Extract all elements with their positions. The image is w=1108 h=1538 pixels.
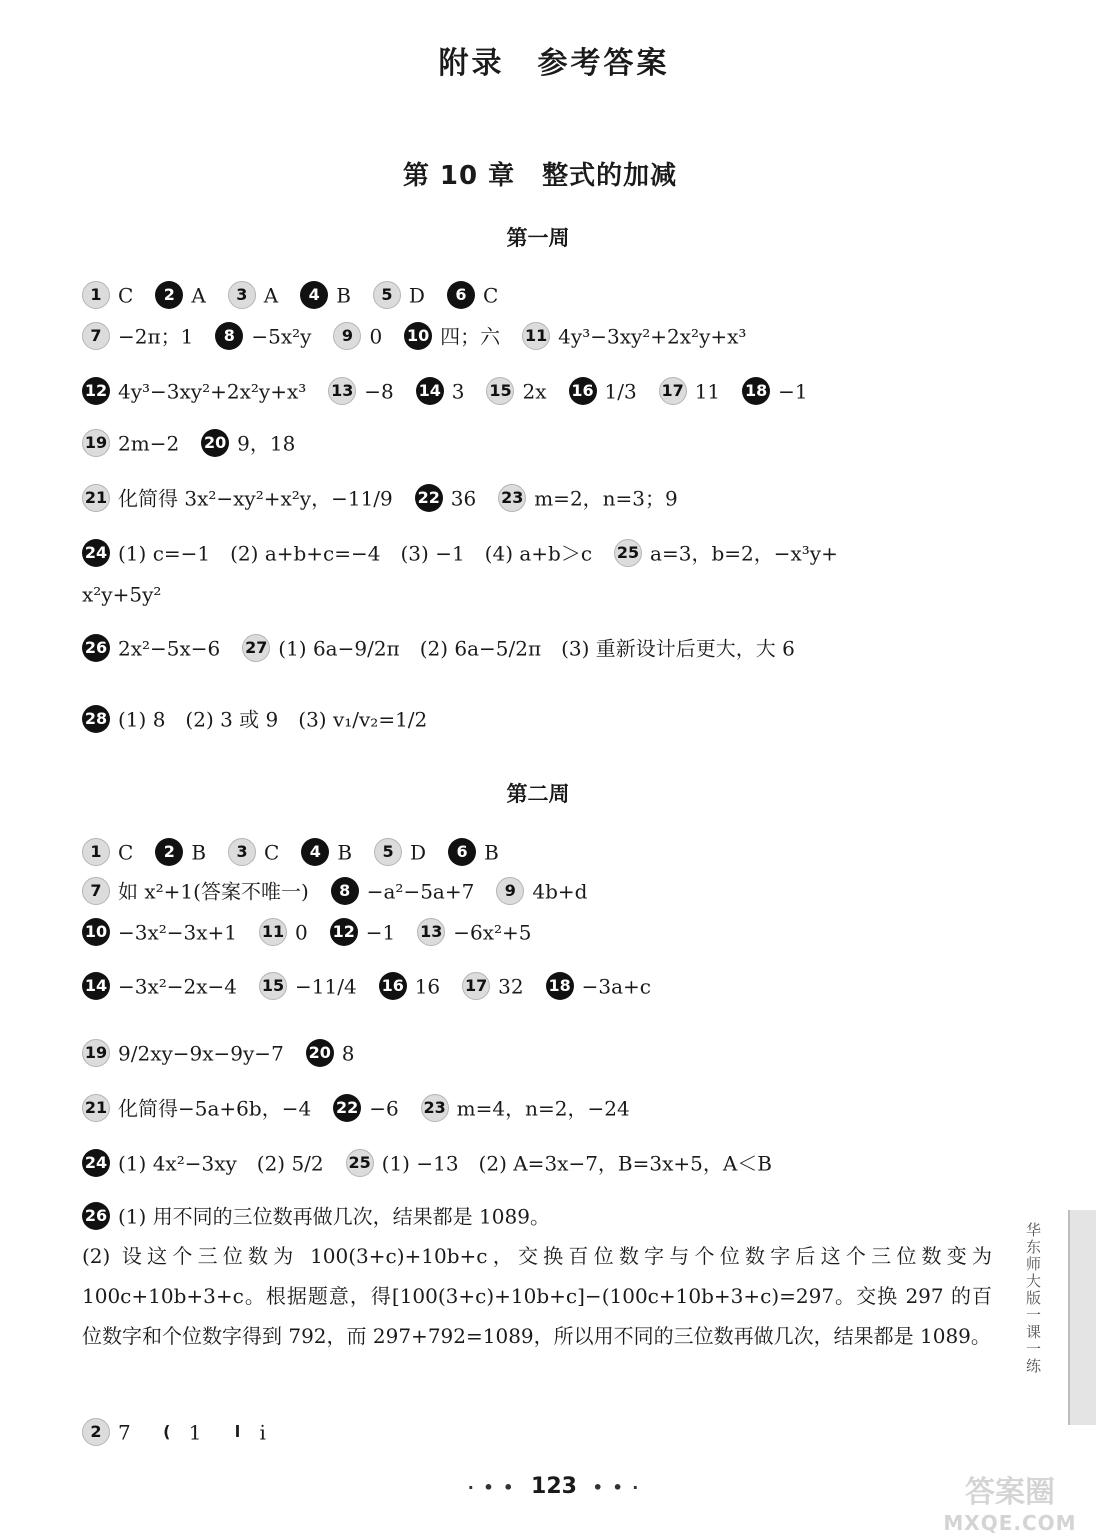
question-number-badge: ( bbox=[163, 1422, 171, 1442]
question-number-badge: 8 bbox=[331, 877, 359, 905]
question-number-badge: 11 bbox=[259, 918, 287, 946]
answer-text: 3 bbox=[451, 379, 465, 404]
answer-text: 0 bbox=[295, 920, 308, 945]
answer-item bbox=[614, 538, 838, 568]
answer-line bbox=[82, 970, 996, 1000]
question-number-badge: 17 bbox=[659, 377, 687, 405]
answer-line bbox=[82, 1037, 996, 1067]
answer-26-explanation: (2) 设这个三位数为 100(3+c)+10b+c，交换百位数字与个位数字后这个三位数变为 100c+10b+3+c。根据题意，得[100(3+c)+10b+c]−(100c+10b+3+c)=297。交换 297 的百位数字和个位数字得到 792，而 297+792=1089，所以用不同的三位数再做几次，结果都是 1089。 bbox=[82, 1244, 992, 1348]
answer-item bbox=[569, 376, 637, 406]
week-two-heading: 第二周 bbox=[506, 782, 570, 806]
answer-item bbox=[223, 1417, 265, 1447]
answer-text: 2m−2 bbox=[118, 431, 180, 456]
answer-text: 36 bbox=[450, 486, 477, 511]
answer-text: 0 bbox=[369, 324, 383, 349]
question-number-badge: 1 bbox=[82, 838, 110, 866]
question-number-badge: 15 bbox=[486, 377, 514, 405]
answer-line bbox=[82, 1416, 996, 1446]
answer-line bbox=[82, 916, 996, 946]
question-number-badge: 20 bbox=[201, 429, 229, 457]
answer-item bbox=[153, 1417, 202, 1447]
answer-item bbox=[155, 837, 206, 867]
answer-text: (1) 6a−9/2π (2) 6a−5/2π (3) 重新设计后更大，大 6 bbox=[278, 636, 795, 661]
footer-dots-left: · • • bbox=[467, 1478, 516, 1497]
question-number-badge: 3 bbox=[228, 281, 256, 309]
answer-text: −1 bbox=[365, 920, 396, 945]
question-number-badge: 22 bbox=[415, 484, 443, 512]
answer-item bbox=[659, 376, 720, 406]
answer-item bbox=[82, 633, 220, 663]
question-number-badge: 2 bbox=[82, 1418, 110, 1446]
answer-line bbox=[82, 482, 996, 512]
answer-item bbox=[242, 633, 795, 663]
answer-item bbox=[498, 483, 678, 513]
question-number-badge: 25 bbox=[614, 539, 642, 567]
answer-text: 7 bbox=[118, 1420, 131, 1445]
answer-text: −a²−5a+7 bbox=[366, 879, 475, 904]
answer-item bbox=[215, 321, 311, 351]
answer-item bbox=[82, 1038, 284, 1068]
question-number-badge: 13 bbox=[328, 377, 356, 405]
answer-item bbox=[373, 280, 425, 310]
answer-text: B bbox=[336, 283, 351, 308]
week-one-heading: 第一周 bbox=[506, 226, 570, 250]
answer-item bbox=[404, 321, 500, 351]
answer-text: x²y+5y² bbox=[82, 582, 162, 607]
watermark-main: 答案圈 bbox=[965, 1475, 1055, 1510]
answer-text: 16 bbox=[414, 974, 441, 999]
question-number-badge: 12 bbox=[330, 918, 358, 946]
answer-text: (1) 用不同的三位数再做几次，结果都是 1089。 bbox=[118, 1204, 550, 1229]
answer-text: −1 bbox=[778, 379, 808, 404]
answer-item bbox=[742, 376, 807, 406]
answer-text: (1) 8 (2) 3 或 9 (3) v₁/v₂=1/2 bbox=[118, 707, 428, 732]
answer-line bbox=[82, 703, 996, 733]
answer-text: B bbox=[191, 840, 207, 865]
answer-text: −11/4 bbox=[295, 974, 357, 999]
answer-text: 化简得−5a+6b，−4 bbox=[118, 1096, 312, 1121]
answer-line bbox=[82, 632, 996, 662]
answer-item bbox=[82, 376, 306, 406]
question-number-badge: 6 bbox=[447, 281, 475, 309]
chapter-title: 第 10 章 整式的加减 bbox=[402, 161, 678, 191]
answer-text: D bbox=[410, 840, 427, 865]
answer-line bbox=[82, 578, 996, 608]
answer-text: C bbox=[118, 840, 134, 865]
answer-text: C bbox=[264, 840, 280, 865]
question-number-badge: 26 bbox=[82, 1202, 110, 1230]
answer-item bbox=[379, 971, 440, 1001]
answer-item bbox=[415, 483, 476, 513]
question-number-badge: 22 bbox=[333, 1094, 361, 1122]
answer-text: 32 bbox=[498, 974, 524, 999]
answer-text: −3x²−3x+1 bbox=[118, 920, 238, 945]
question-number-badge: 5 bbox=[373, 281, 401, 309]
answer-item bbox=[346, 1148, 772, 1178]
answer-text: −6 bbox=[369, 1096, 399, 1121]
answer-item bbox=[82, 538, 592, 568]
answer-line bbox=[82, 1092, 996, 1122]
answer-text: D bbox=[408, 283, 425, 308]
answer-item bbox=[462, 971, 523, 1001]
answer-item bbox=[201, 428, 295, 458]
question-number-badge: 19 bbox=[82, 1039, 110, 1067]
answer-text: −8 bbox=[364, 379, 394, 404]
answer-item bbox=[82, 1148, 324, 1178]
answer-line bbox=[82, 320, 996, 350]
answer-item bbox=[333, 321, 382, 351]
answer-text: a=3，b=2，−x³y+ bbox=[650, 541, 838, 566]
question-number-badge: 19 bbox=[82, 429, 110, 457]
question-number-badge: 13 bbox=[417, 918, 445, 946]
question-number-badge: 27 bbox=[242, 634, 270, 662]
question-number-badge: 21 bbox=[82, 484, 110, 512]
answer-item bbox=[330, 917, 395, 947]
question-number-badge: 18 bbox=[742, 377, 770, 405]
answer-text: 4y³−3xy²+2x²y+x³ bbox=[558, 324, 747, 349]
answer-item bbox=[496, 876, 587, 906]
answer-item bbox=[82, 321, 193, 351]
question-number-badge: 28 bbox=[82, 705, 110, 733]
question-number-badge: 10 bbox=[82, 918, 110, 946]
answer-text: 8 bbox=[341, 1041, 355, 1066]
answer-text: −3x²−2x−4 bbox=[118, 974, 238, 999]
answer-text: C bbox=[482, 283, 499, 308]
question-number-badge: 15 bbox=[259, 972, 287, 1000]
answer-item bbox=[486, 376, 546, 406]
answer-item bbox=[448, 837, 499, 867]
answer-item bbox=[417, 917, 531, 947]
answer-text: 2x bbox=[522, 379, 547, 404]
question-number-badge: 5 bbox=[374, 838, 402, 866]
answer-text: i bbox=[259, 1420, 266, 1445]
answer-text: B bbox=[484, 840, 499, 865]
question-number-badge: 21 bbox=[82, 1094, 110, 1122]
answer-item bbox=[82, 483, 393, 513]
question-number-badge: 14 bbox=[416, 377, 444, 405]
question-number-badge: 10 bbox=[404, 322, 432, 350]
answer-text: m=2，n=3；9 bbox=[534, 486, 678, 511]
question-number-badge: 1 bbox=[82, 281, 110, 309]
answer-item bbox=[82, 1093, 311, 1123]
question-number-badge: l bbox=[234, 1422, 241, 1442]
answer-item bbox=[82, 280, 133, 310]
answer-item bbox=[82, 1201, 550, 1231]
question-number-badge: 11 bbox=[522, 322, 550, 350]
answer-line bbox=[82, 875, 996, 905]
side-label: 华东师大版一课一练 bbox=[1024, 1222, 1042, 1375]
edge-tab bbox=[1068, 1210, 1096, 1425]
answer-item bbox=[421, 1093, 630, 1123]
answer-text: (1) c=−1 (2) a+b+c=−4 (3) −1 (4) a+b＞c bbox=[118, 541, 593, 566]
answer-text: 化简得 3x²−xy²+x²y，−11/9 bbox=[118, 486, 393, 511]
answer-item bbox=[82, 837, 133, 867]
answer-text: (1) −13 (2) A=3x−7，B=3x+5，A＜B bbox=[381, 1151, 773, 1176]
answer-text: 如 x²+1(答案不唯一) bbox=[118, 879, 309, 904]
answer-item bbox=[447, 280, 498, 310]
answer-text: −5x²y bbox=[251, 324, 312, 349]
question-number-badge: 7 bbox=[82, 877, 110, 905]
answer-item bbox=[259, 971, 357, 1001]
answer-line bbox=[82, 427, 996, 457]
answer-item bbox=[259, 917, 308, 947]
question-number-badge: 24 bbox=[82, 1149, 110, 1177]
question-number-badge: 16 bbox=[379, 972, 407, 1000]
answer-item bbox=[228, 837, 279, 867]
answer-text: 9，18 bbox=[237, 431, 296, 456]
answer-item bbox=[228, 280, 278, 310]
answer-text: A bbox=[263, 283, 279, 308]
question-number-badge: 2 bbox=[155, 281, 183, 309]
question-number-badge: 6 bbox=[448, 838, 476, 866]
question-number-badge: 12 bbox=[82, 377, 110, 405]
answer-text: 4b+d bbox=[532, 879, 588, 904]
answer-text: B bbox=[337, 840, 353, 865]
answer-text: 1 bbox=[188, 1420, 202, 1445]
question-number-badge: 4 bbox=[301, 838, 329, 866]
answer-item bbox=[82, 428, 179, 458]
question-number-badge: 9 bbox=[333, 322, 361, 350]
question-number-badge: 16 bbox=[569, 377, 597, 405]
question-number-badge: 23 bbox=[498, 484, 526, 512]
question-number-badge: 4 bbox=[300, 281, 328, 309]
page-title: 附录 参考答案 bbox=[438, 46, 670, 81]
answer-item bbox=[155, 280, 205, 310]
answer-item bbox=[82, 917, 237, 947]
answer-text: −6x²+5 bbox=[453, 920, 532, 945]
answer-line bbox=[82, 1147, 996, 1177]
question-number-badge: 9 bbox=[496, 877, 524, 905]
question-number-badge: 7 bbox=[82, 322, 110, 350]
question-number-badge: 8 bbox=[215, 322, 243, 350]
answer-text: C bbox=[118, 283, 134, 308]
page-number: 123 bbox=[531, 1474, 577, 1499]
answer-text: −2π；1 bbox=[118, 324, 194, 349]
answer-text: 四；六 bbox=[440, 324, 501, 349]
question-number-badge: 3 bbox=[228, 838, 256, 866]
answer-item bbox=[82, 876, 309, 906]
answer-text: (1) 4x²−3xy (2) 5/2 bbox=[118, 1151, 324, 1176]
answer-item bbox=[333, 1093, 398, 1123]
answer-item bbox=[331, 876, 475, 906]
answer-text: 1/3 bbox=[604, 379, 637, 404]
question-number-badge: 18 bbox=[546, 972, 574, 1000]
answer-line bbox=[82, 375, 996, 405]
answer-item bbox=[82, 704, 427, 734]
question-number-badge: 26 bbox=[82, 634, 110, 662]
answer-item bbox=[300, 280, 351, 310]
watermark-logo bbox=[930, 1475, 1090, 1538]
answer-text: 9/2xy−9x−9y−7 bbox=[118, 1041, 284, 1066]
answer-item bbox=[82, 1417, 131, 1447]
answer-line bbox=[82, 537, 996, 567]
question-number-badge: 23 bbox=[421, 1094, 449, 1122]
answer-item bbox=[82, 971, 237, 1001]
answer-text: 2x²−5x−6 bbox=[118, 636, 221, 661]
question-number-badge: 20 bbox=[306, 1039, 334, 1067]
footer-dots-right: • • · bbox=[592, 1478, 641, 1497]
answer-text: −3a+c bbox=[581, 974, 651, 999]
answer-item bbox=[82, 579, 161, 609]
question-number-badge: 2 bbox=[155, 838, 183, 866]
answer-line bbox=[82, 279, 996, 309]
answer-text: A bbox=[191, 283, 206, 308]
answer-item bbox=[328, 376, 393, 406]
answer-text: m=4，n=2，−24 bbox=[456, 1096, 630, 1121]
answer-item bbox=[374, 837, 426, 867]
answer-text: 11 bbox=[694, 379, 721, 404]
question-number-badge: 14 bbox=[82, 972, 110, 1000]
watermark-sub: MXQE.COM bbox=[943, 1511, 1077, 1535]
answer-item bbox=[416, 376, 465, 406]
answer-item bbox=[522, 321, 746, 351]
answer-line bbox=[82, 836, 996, 866]
answer-item bbox=[546, 971, 651, 1001]
answer-line bbox=[82, 1200, 996, 1230]
answer-item bbox=[301, 837, 352, 867]
answer-text: 4y³−3xy²+2x²y+x³ bbox=[118, 379, 307, 404]
question-number-badge: 17 bbox=[462, 972, 490, 1000]
question-number-badge: 25 bbox=[346, 1149, 374, 1177]
question-number-badge: 24 bbox=[82, 539, 110, 567]
answer-item bbox=[306, 1038, 355, 1068]
